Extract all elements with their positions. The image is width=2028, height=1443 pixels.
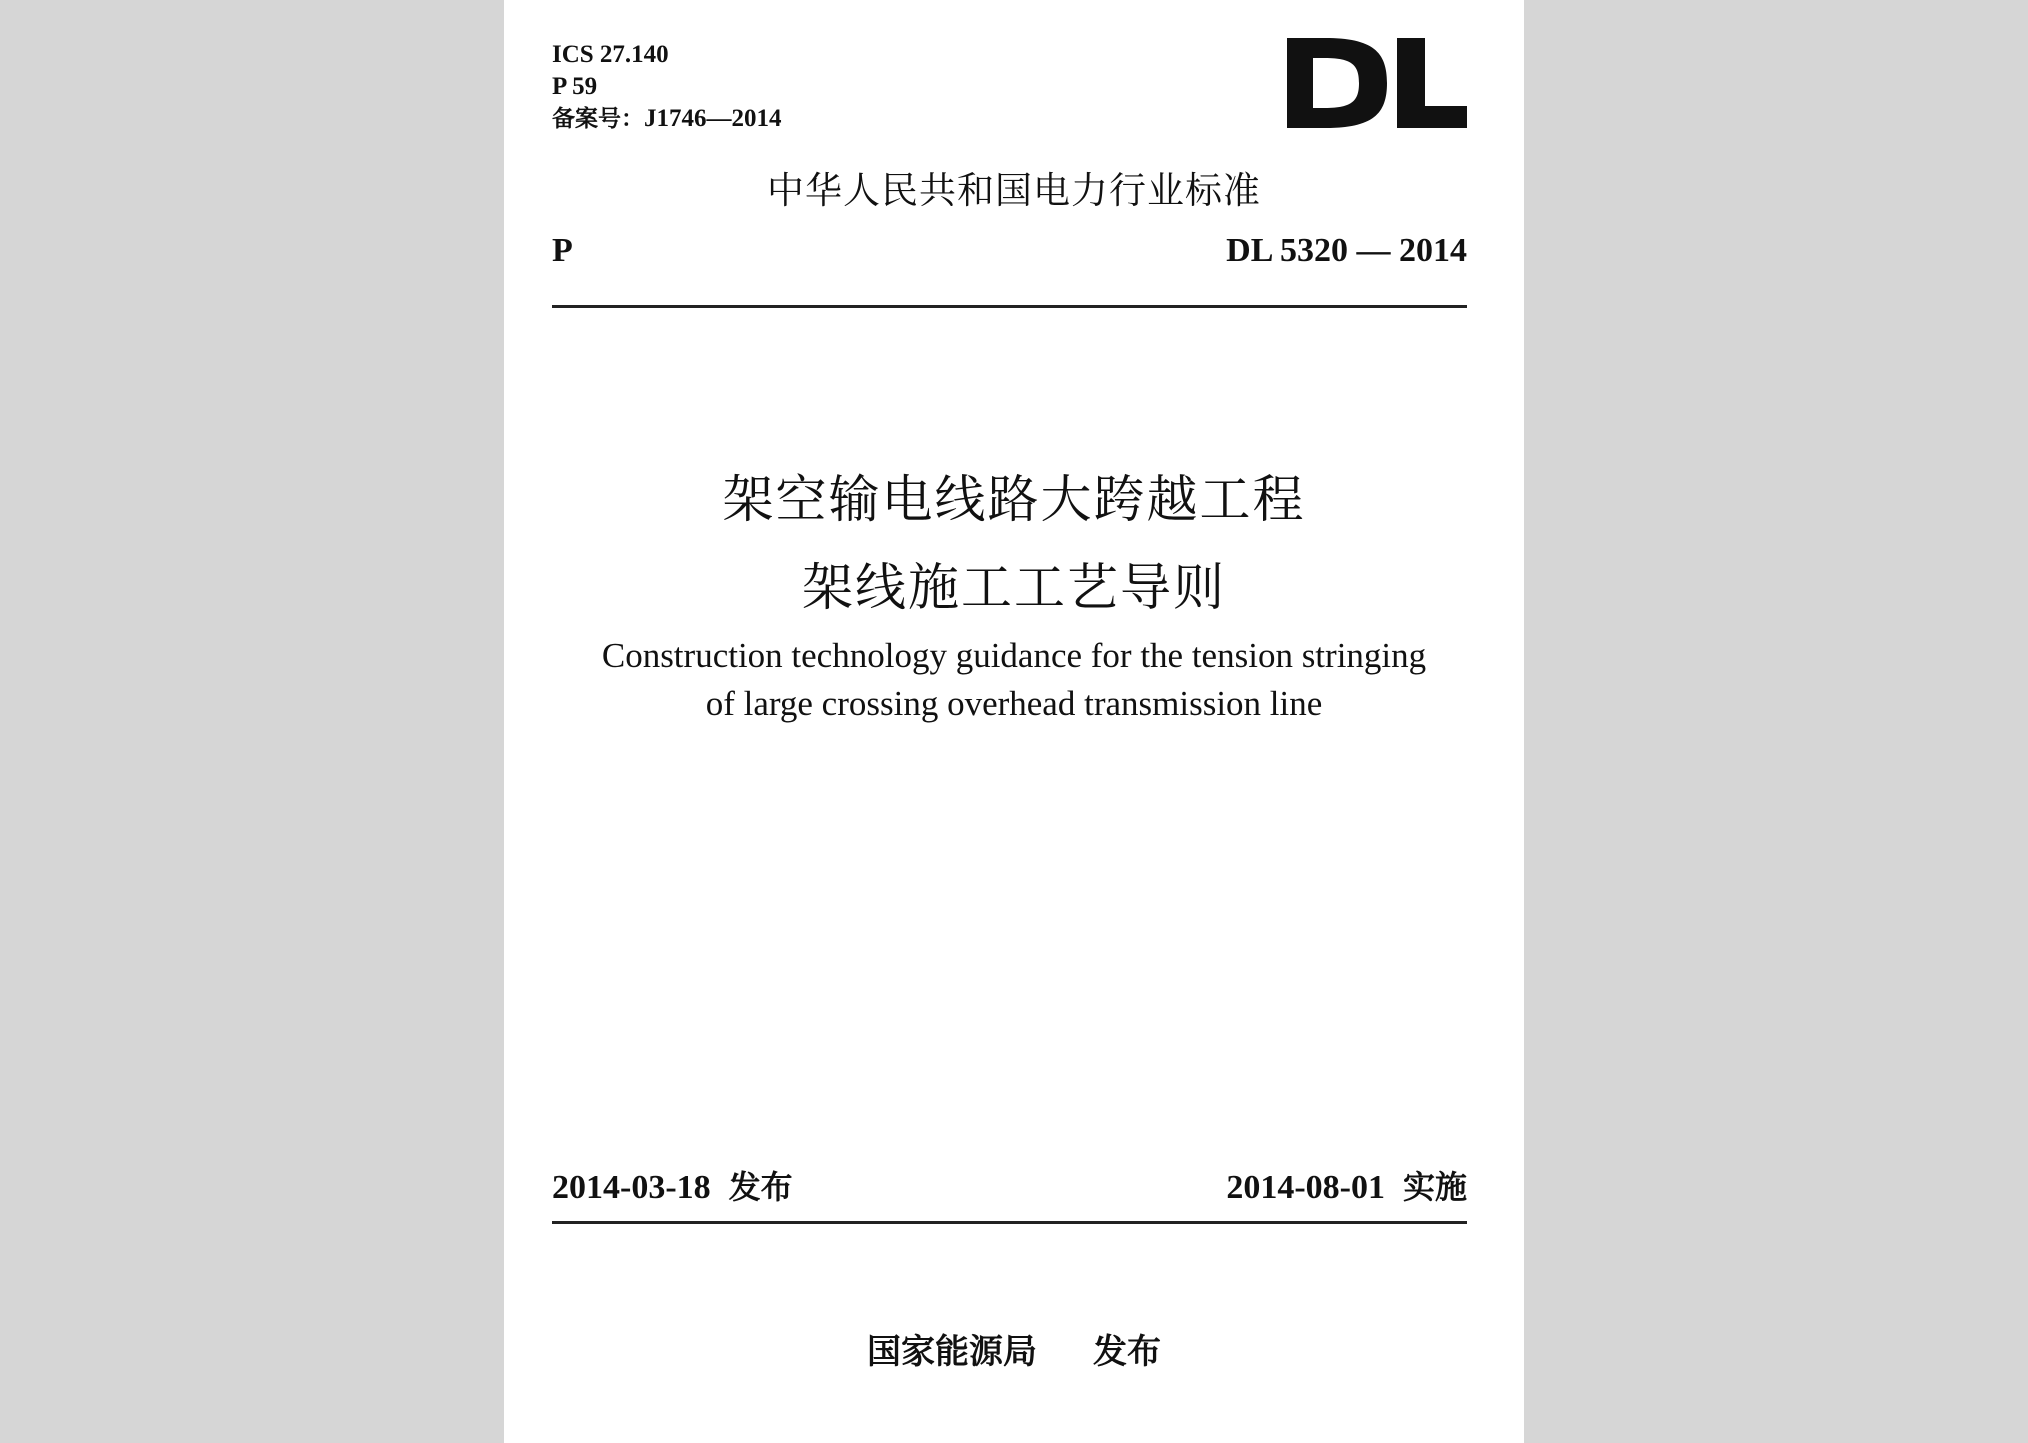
- ics-code: ICS 27.140: [552, 41, 669, 68]
- implement-label: 实施: [1402, 1168, 1467, 1206]
- classification-letter: P: [552, 232, 573, 269]
- industry-standard-heading: 中华人民共和国电力行业标准: [767, 169, 1261, 212]
- record-number: [552, 104, 782, 134]
- issuing-authority: [504, 1324, 1524, 1373]
- issue-label: 发布: [728, 1168, 793, 1206]
- issuer-name: 国家能源局: [867, 1332, 1037, 1372]
- ccs-code: P 59: [552, 73, 598, 100]
- chinese-title-line-1: 架空输电线路大跨越工程: [722, 471, 1306, 530]
- english-title-line-1: Construction technology guidance for the tension stringing: [601, 636, 1427, 675]
- implement-date: 2014-08-01: [1226, 1169, 1385, 1206]
- issue-date: 2014-03-18: [552, 1169, 711, 1206]
- issue-date-block: [552, 1162, 793, 1208]
- issuer-label: 发布: [1093, 1332, 1161, 1372]
- standard-number: DL 5320 — 2014: [1226, 232, 1467, 269]
- top-divider: [552, 305, 1467, 308]
- record-number-value: J1746—2014: [644, 105, 782, 132]
- dl-logo: [1287, 38, 1467, 128]
- standard-cover-page: [504, 0, 1524, 1443]
- chinese-title-line-2: 架线施工工艺导则: [801, 559, 1226, 618]
- record-number-label: 备案号：: [552, 106, 644, 132]
- bottom-divider: [552, 1221, 1467, 1224]
- implement-date-block: [1226, 1162, 1467, 1208]
- english-title-line-2: of large crossing overhead transmission line: [705, 684, 1323, 723]
